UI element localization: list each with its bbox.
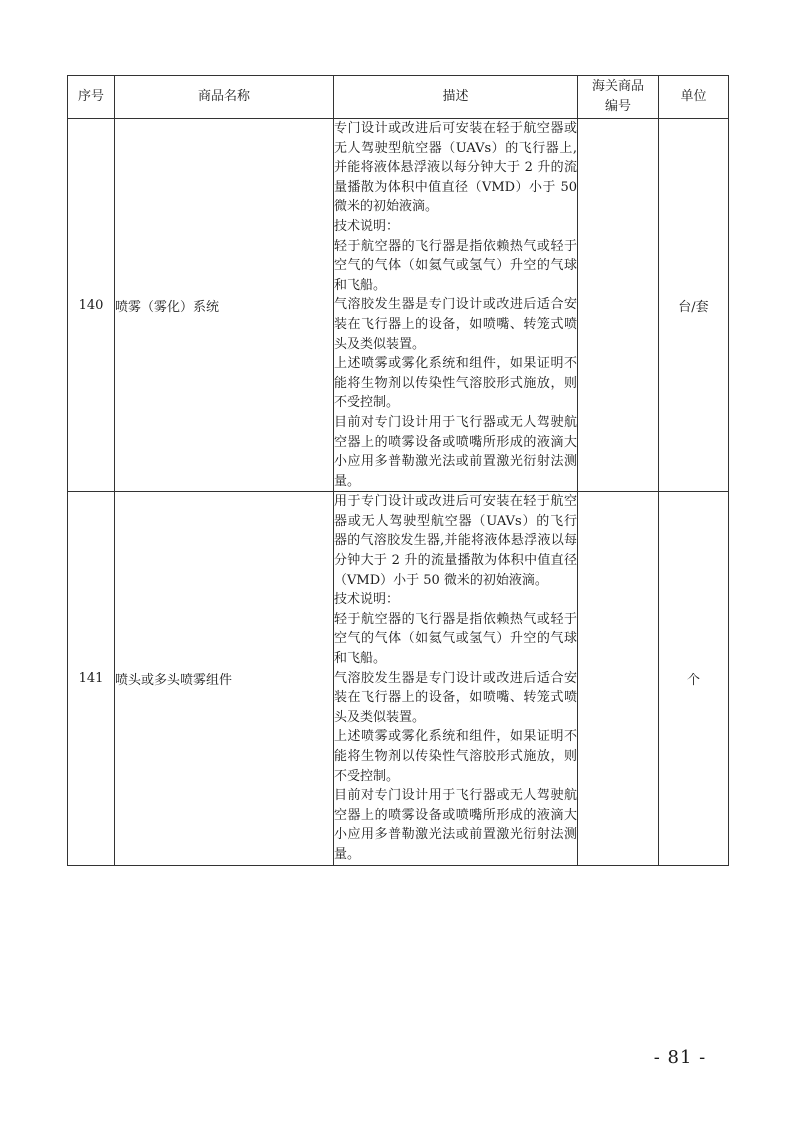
description-paragraph: 目前对专门设计用于飞行器或无人驾驶航空器上的喷雾设备或喷嘴所形成的液滴大小应用多普勒激光法或前置激光衍射法测量。 xyxy=(334,414,577,489)
description-paragraph: 技术说明： xyxy=(334,592,400,608)
description-paragraph: 轻于航空器的飞行器是指依赖热气或轻于空气的气体（如氦气或氢气）升空的气球和飞船。 xyxy=(334,611,577,667)
description-paragraph: 气溶胶发生器是专门设计或改进后适合安装在飞行器上的设备，如喷嘴、转笼式喷头及类似装置。 xyxy=(334,297,577,352)
description-paragraph: 气溶胶发生器是专门设计或改进后适合安装在飞行器上的设备，如喷嘴、转笼式喷头及类似装置。 xyxy=(334,670,577,725)
description-paragraph: 用于专门设计或改进后可安装在轻于航空器或无人驾驶型航空器（UAVs）的飞行器的气溶胶发生器,并能将液体悬浮液以每分钟大于 2 升的流量播散为体积中值直径（VMD）小于 50 微米的初始液滴。 xyxy=(334,494,577,588)
row-description xyxy=(334,119,578,492)
row-unit: 个 xyxy=(659,492,729,865)
table-row xyxy=(68,119,729,492)
header-unit: 单位 xyxy=(659,76,729,119)
row-product-name: 喷雾（雾化）系统 xyxy=(115,119,334,492)
row-customs-code xyxy=(578,492,659,865)
row-serial-number: 140 xyxy=(68,119,115,492)
description-paragraph: 上述喷雾或雾化系统和组件，如果证明不能将生物剂以传染性气溶胶形式施放，则不受控制。 xyxy=(334,356,577,411)
row-product-name: 喷头或多头喷雾组件 xyxy=(115,492,334,865)
description-paragraph: 专门设计或改进后可安装在轻于航空器或无人驾驶型航空器（UAVs）的飞行器上,并能将液体悬浮液以每分钟大于 2 升的流量播散为体积中值直径（VMD）小于 50 微米的初始液滴。 xyxy=(334,121,577,215)
description-paragraph: 目前对专门设计用于飞行器或无人驾驶航空器上的喷雾设备或喷嘴所形成的液滴大小应用多普勒激光法或前置激光衍射法测量。 xyxy=(334,788,577,862)
header-product-name: 商品名称 xyxy=(115,76,334,119)
header-description: 描述 xyxy=(334,76,578,119)
row-serial-number: 141 xyxy=(68,492,115,865)
row-unit: 台/套 xyxy=(659,119,729,492)
header-serial-number: 序号 xyxy=(68,76,115,119)
commodity-table xyxy=(67,75,729,866)
header-customs-code xyxy=(578,76,659,119)
description-paragraph: 上述喷雾或雾化系统和组件，如果证明不能将生物剂以传染性气溶胶形式施放，则不受控制。 xyxy=(334,729,577,784)
table-row xyxy=(68,492,729,865)
row-customs-code xyxy=(578,119,659,492)
row-description xyxy=(334,492,578,865)
header-customs-code-text: 海关商品编号 xyxy=(591,79,644,114)
description-paragraph: 技术说明： xyxy=(334,218,400,234)
page-number: - 81 - xyxy=(653,1047,707,1068)
description-paragraph: 轻于航空器的飞行器是指依赖热气或轻于空气的气体（如氦气或氢气）升空的气球和飞船。 xyxy=(334,238,577,293)
table-header-row xyxy=(68,76,729,119)
